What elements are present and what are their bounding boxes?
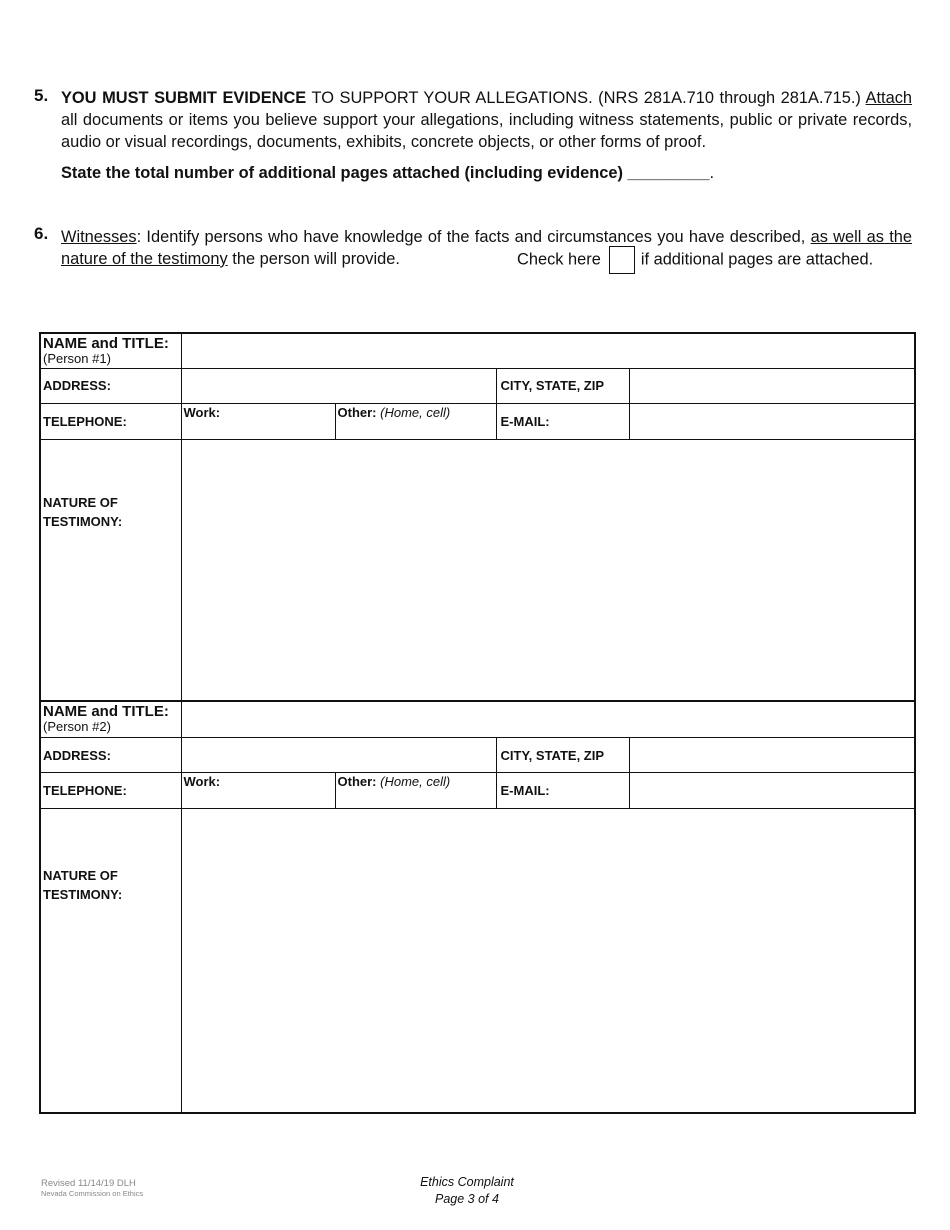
check-here-label: Check here (517, 250, 601, 269)
address-label: ADDRESS: (40, 368, 181, 403)
email-field[interactable] (629, 403, 915, 439)
witnesses-word: Witnesses (61, 228, 137, 246)
revised-date: Revised 11/14/19 DLH (41, 1178, 136, 1189)
work-phone-field[interactable] (181, 403, 335, 439)
nature-of-testimony-field[interactable] (181, 809, 915, 1113)
person-tag: (Person #2) (43, 719, 111, 734)
witness-table-person-2 (39, 700, 916, 1114)
email-label: E-MAIL: (496, 773, 629, 809)
other-label: Other: (337, 404, 377, 420)
pages-attached-line[interactable] (61, 164, 714, 183)
attach-text: all documents or items you believe support your allegations, including witness statements, public or private records, audio or visual recordings, documents, exhibits, concrete objects, or other forms of proof. (61, 111, 912, 151)
city-state-zip-field[interactable] (629, 738, 915, 773)
additional-pages-check-row (517, 246, 873, 274)
email-field[interactable] (629, 773, 915, 809)
name-title-label: NAME and TITLE: (Person #1) (40, 333, 181, 368)
city-state-zip-label: CITY, STATE, ZIP (496, 368, 629, 403)
name-title-field[interactable] (181, 333, 915, 368)
check-suffix-label: if additional pages are attached. (640, 250, 874, 269)
witnesses-text-a: : Identify persons who have knowledge of the facts and circumstances you have described, (136, 228, 811, 246)
other-hint: (Home, cell) (380, 404, 451, 420)
revision-note (41, 1179, 143, 1199)
email-label: E-MAIL: (496, 403, 629, 439)
person-tag: (Person #1) (43, 350, 111, 366)
city-state-zip-field[interactable] (629, 368, 915, 403)
name-title-label: NAME and TITLE: (Person #2) (40, 701, 181, 738)
additional-pages-checkbox[interactable] (609, 246, 635, 274)
pages-attached-prompt: State the total number of additional pages attached (including evidence) _________ (61, 164, 710, 182)
evidence-heading: YOU MUST SUBMIT EVIDENCE (61, 89, 307, 107)
city-state-zip-label: CITY, STATE, ZIP (496, 738, 629, 773)
page-number: Page 3 of 4 (435, 1192, 499, 1206)
pages-attached-period: . (709, 164, 715, 182)
work-label: Work: (183, 774, 221, 789)
section-5-text (61, 87, 912, 153)
address-field[interactable] (181, 738, 496, 773)
witnesses-text-b: the person will provide. (227, 250, 400, 268)
work-label: Work: (183, 404, 221, 420)
address-label: ADDRESS: (40, 738, 181, 773)
section-5-number: 5. (34, 86, 49, 105)
other-phone-field[interactable] (335, 403, 496, 439)
work-phone-field[interactable] (181, 773, 335, 809)
document-title: Ethics Complaint (420, 1175, 514, 1189)
other-phone-field[interactable] (335, 773, 496, 809)
nature-of-testimony-field[interactable] (181, 439, 915, 701)
nature-of-testimony-label: NATURE OF TESTIMONY: (40, 439, 181, 701)
witness-table-person-1 (39, 332, 916, 702)
other-label: Other: (337, 774, 377, 789)
telephone-label: TELEPHONE: (40, 403, 181, 439)
name-title-field[interactable] (181, 701, 915, 738)
other-hint: (Home, cell) (380, 774, 451, 789)
testimony-underlined: as well as the nature of the testimony (61, 228, 912, 268)
section-6-number: 6. (34, 224, 49, 243)
address-field[interactable] (181, 368, 496, 403)
telephone-label: TELEPHONE: (40, 773, 181, 809)
attach-word: Attach (865, 89, 913, 107)
page-footer (367, 1174, 567, 1208)
nature-of-testimony-label: NATURE OF TESTIMONY: (40, 809, 181, 1113)
evidence-heading-rest: TO SUPPORT YOUR ALLEGATIONS. (NRS 281A.710 through 281A.715.) (306, 89, 861, 107)
agency-name: Nevada Commission on Ethics (41, 1189, 144, 1198)
